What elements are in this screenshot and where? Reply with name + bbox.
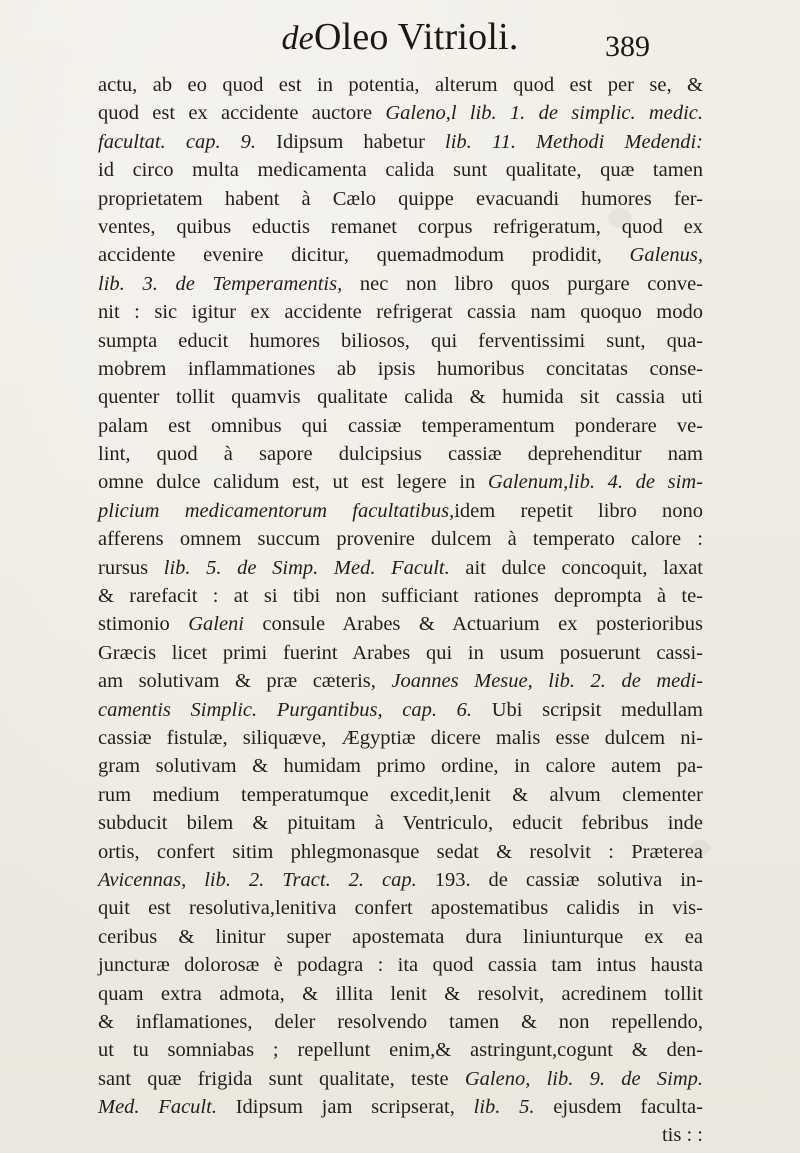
text-line — [98, 213, 703, 241]
text-line — [98, 866, 703, 894]
text-run: ceribus & linitur super apostemata dura liniunturque ex ea — [98, 925, 703, 948]
running-head-title: Oleo Vitrioli. — [313, 16, 519, 58]
text-line — [98, 185, 703, 213]
text-line — [98, 355, 703, 383]
text-run: nit : sic igitur ex accidente refrigerat cassia nam quoquo modo — [98, 301, 703, 324]
text-line — [98, 696, 703, 724]
text-run: & inflamationes, deler resolvendo tamen & non repellendo, — [98, 1010, 703, 1033]
text-run: ventes, quibus eductis remanet corpus refrigeratum, quod ex — [98, 215, 703, 238]
italic-citation: camentis Simplic. Purgantibus, cap. 6. — [98, 698, 473, 721]
text-line — [98, 838, 703, 866]
running-head-prefix: de — [281, 20, 314, 57]
text-run: am solutivam & præ cæteris, — [98, 670, 392, 693]
text-run: consule Arabes & Actuarium ex posterioribus — [244, 613, 704, 636]
text-run: Ubi scripsit medullam — [472, 698, 703, 721]
text-run: omne dulce calidum est, ut est legere in — [98, 471, 488, 494]
text-run: ortis, confert sitim phlegmonasque sedat & resolvit : Præterea — [98, 840, 703, 863]
italic-citation: Avicennas, lib. 2. Tract. 2. cap. — [98, 868, 417, 891]
text-run: quod est ex accidente auctore — [98, 102, 386, 125]
text-line — [98, 1093, 703, 1121]
text-run: accidente evenire dicitur, quemadmodum prodidit, — [98, 244, 630, 267]
italic-citation: lib. 11. Methodi Medendi: — [445, 130, 704, 153]
italic-citation: lib. 3. de Temperamentis, — [98, 272, 343, 295]
text-run: rum medium temperatumque excedit,lenit & alvum clementer — [98, 783, 703, 806]
text-line — [98, 412, 703, 440]
text-run: proprietatem habent à Cælo quippe evacuandi humores fer- — [98, 187, 703, 210]
text-run: gram solutivam & humidam primo ordine, in calore autem pa- — [98, 755, 703, 778]
text-line — [98, 639, 703, 667]
text-line — [98, 781, 703, 809]
text-line — [98, 1008, 703, 1036]
text-line — [98, 667, 703, 695]
text-line — [98, 923, 703, 951]
text-line — [98, 809, 703, 837]
italic-citation: facultat. cap. 9. — [98, 130, 257, 153]
running-head — [0, 14, 800, 62]
text-line — [98, 724, 703, 752]
italic-citation: Med. Facult. — [98, 1096, 217, 1119]
text-run: actu, ab eo quod est in potentia, alterum quod est per se, & — [98, 74, 703, 96]
text-run: cassiæ fistulæ, siliquæve, Ægyptiæ dicere malis esse dulcem ni- — [98, 726, 703, 749]
text-run: ut tu somniabas ; repellunt enim,& astringunt,cogunt & den- — [98, 1039, 703, 1062]
text-run: & rarefacit : at si tibi non sufficiant rationes deprompta à te- — [98, 585, 703, 608]
text-line — [98, 99, 703, 127]
text-run: ait dulce concoquit, laxat — [449, 556, 703, 579]
text-line — [98, 440, 703, 468]
text-run: ejusdem faculta- — [534, 1096, 703, 1119]
text-run: afferens omnem succum provenire dulcem à temperato calore : — [98, 528, 703, 551]
text-run: sant quæ frigida sunt qualitate, teste — [98, 1067, 465, 1090]
italic-citation: Galenus, — [629, 244, 703, 267]
text-line — [98, 1065, 703, 1093]
text-line — [98, 525, 703, 553]
text-line — [98, 156, 703, 184]
italic-citation: lib. 5. — [473, 1096, 535, 1119]
text-line — [98, 468, 703, 496]
text-line — [98, 951, 703, 979]
italic-citation: Galeno,l lib. 1. de simplic. medic. — [385, 102, 703, 125]
text-line — [98, 383, 703, 411]
italic-citation: Galeni — [188, 613, 244, 636]
italic-citation: lib. 5. de Simp. Med. Facult. — [163, 556, 450, 579]
text-run: nec non libro quos purgare conve- — [342, 272, 704, 295]
text-line — [98, 554, 703, 582]
text-line — [98, 128, 703, 156]
text-line — [98, 980, 703, 1008]
text-run: quenter tollit quamvis qualitate calida & humida sit cassia uti — [98, 386, 703, 409]
text-run: Græcis licet primi fuerint Arabes qui in usum posuerunt cassi- — [98, 641, 703, 664]
page-header — [0, 14, 800, 62]
text-line — [98, 270, 703, 298]
text-run: mobrem inflammationes ab ipsis humoribus concitatas conse- — [98, 357, 703, 380]
text-run: Idipsum habetur — [256, 130, 445, 153]
text-run: palam est omnibus qui cassiæ temperamentum ponderare ve- — [98, 414, 703, 437]
text-run: rursus — [98, 556, 164, 579]
text-line — [98, 752, 703, 780]
text-line — [98, 1036, 703, 1064]
text-run: stimonio — [98, 613, 189, 636]
text-line — [98, 327, 703, 355]
text-line — [98, 497, 703, 525]
text-run: Idipsum jam scripserat, — [216, 1096, 474, 1119]
text-run: 193. de cassiæ solutiva in- — [416, 868, 703, 891]
text-line — [98, 610, 703, 638]
text-run: sumpta educit humores biliosos, qui ferventissimi sunt, qua- — [98, 329, 703, 352]
text-run: idem repetit libro nono — [454, 499, 703, 522]
text-run: quam extra admota, & illita lenit & resolvit, acredinem tollit — [98, 982, 703, 1005]
text-run: quit est resolutiva,lenitiva confert apostematibus calidis in vis- — [98, 897, 703, 920]
text-run: subducit bilem & pituitam à Ventriculo, educit febribus inde — [98, 812, 703, 835]
text-line — [98, 894, 703, 922]
text-line — [98, 71, 703, 99]
italic-citation: Joannes Mesue, lib. 2. de medi- — [391, 670, 704, 693]
text-line — [98, 1121, 703, 1149]
page-number: 389 — [605, 30, 650, 63]
text-line — [98, 582, 703, 610]
body-text — [98, 71, 703, 1150]
text-line — [98, 241, 703, 269]
text-line — [98, 298, 703, 326]
text-run: juncturæ dolorosæ è podagra : ita quod cassia tam intus hausta — [98, 954, 703, 977]
text-run: id circo multa medicamenta calida sunt qualitate, quæ tamen — [98, 159, 703, 182]
italic-citation: Galenum,lib. 4. de sim- — [487, 471, 703, 494]
italic-citation: Galeno, lib. 9. de Simp. — [464, 1067, 703, 1090]
text-run: lint, quod à sapore dulcipsius cassiæ deprehenditur nam — [98, 443, 703, 466]
text-run: tis : : — [661, 1124, 703, 1147]
italic-citation: plicium medicamentorum facultatibus, — [98, 499, 455, 522]
